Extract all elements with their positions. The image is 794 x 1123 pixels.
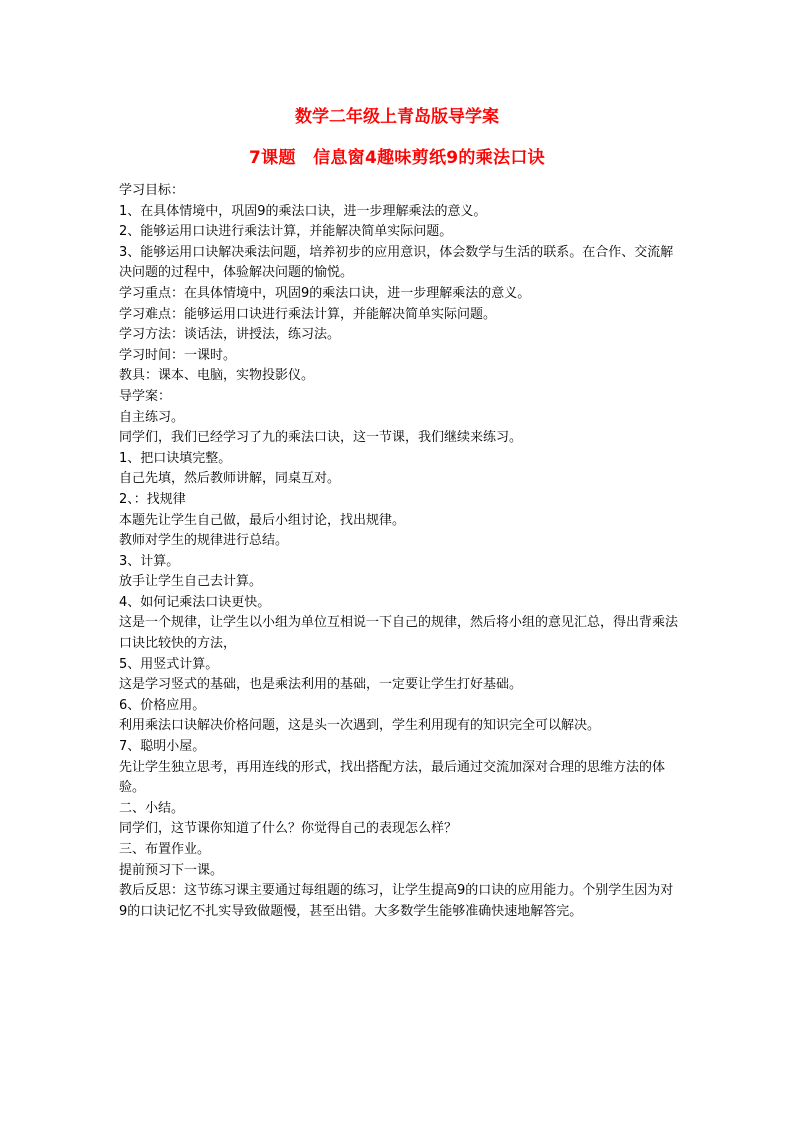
- paragraph: 二、小结。: [119, 800, 185, 816]
- paragraph: 1、在具体情境中，巩固9的乘法口诀，进一步理解乘法的意义。: [119, 203, 487, 219]
- paragraph: 这是一个规律，让学生以小组为单位互相说一下自己的规律，然后将小组的意见汇总，得出背乘法口诀比较快的方法，: [119, 615, 679, 652]
- paragraph: 学习时间：一课时。: [119, 347, 237, 363]
- paragraph: 3、能够运用口诀解决乘法问题，培养初步的应用意识，体会数学与生活的联系。在合作、交流解决问题的过程中，体验解决问题的愉悦。: [119, 244, 674, 281]
- paragraph: 自己先填，然后教师讲解，同桌互对。: [119, 471, 341, 487]
- paragraph: 同学们，我们已经学习了九的乘法口诀，这一节课，我们继续来练习。: [119, 430, 523, 446]
- paragraph: 先让学生独立思考，再用连线的形式，找出搭配方法，最后通过交流加深对合理的思维方法的体验。: [119, 759, 666, 796]
- paragraph: 三、布置作业。: [119, 842, 211, 857]
- paragraph: 同学们，这节课你知道了什么？你觉得自己的表现怎么样？: [119, 821, 458, 837]
- paragraph: 6、价格应用。: [119, 697, 206, 713]
- paragraph: 4、如何记乘法口诀更快。: [119, 594, 271, 610]
- paragraph: 学习目标：: [119, 183, 185, 198]
- paragraph: 这是学习竖式的基础，也是乘法利用的基础，一定要让学生打好基础。: [119, 677, 523, 693]
- paragraph: 2、能够运用口诀进行乘法计算，并能解决简单实际问题。: [119, 224, 453, 240]
- paragraph: 放手让学生自己去计算。: [119, 574, 263, 590]
- paragraph: 导学案：: [119, 388, 172, 404]
- paragraph: 5、用竖式计算。: [119, 656, 219, 672]
- paragraph: 学习方法：谈话法，讲授法，练习法。: [119, 327, 341, 343]
- paragraph: 教具：课本、电脑，实物投影仪。: [119, 368, 315, 384]
- paragraph: 7、聪明小屋。: [119, 739, 206, 755]
- paragraph: 教师对学生的规律进行总结。: [119, 533, 289, 549]
- paragraph: 3、计算。: [119, 553, 180, 569]
- paragraph: 教后反思：这节练习课主要通过每组题的练习，让学生提高9的口诀的应用能力。个别学生因为对9的口诀记忆不扎实导致做题慢，甚至出错。大多数学生能够准确快速地解答完。: [119, 883, 674, 919]
- paragraph: 本题先让学生自己做，最后小组讨论，找出规律。: [119, 512, 406, 528]
- document-title: 数学二年级上青岛版导学案: [295, 107, 499, 127]
- paragraph: 自主练习。: [119, 409, 185, 425]
- paragraph: 学习难点：能够运用口诀进行乘法计算，并能解决简单实际问题。: [119, 306, 497, 322]
- lesson-subtitle: 7课题 信息窗4趣味剪纸9的乘法口诀: [249, 148, 545, 168]
- paragraph: 提前预习下一课。: [119, 862, 224, 878]
- paragraph: 1、把口诀填完整。: [119, 450, 232, 466]
- document-body: [119, 181, 679, 922]
- paragraph: 学习重点：在具体情境中，巩固9的乘法口诀，进一步理解乘法的意义。: [119, 285, 531, 301]
- paragraph: 2、：找规律: [119, 491, 186, 507]
- paragraph: 利用乘法口诀解决价格问题，这是头一次遇到，学生利用现有的知识完全可以解决。: [119, 718, 601, 734]
